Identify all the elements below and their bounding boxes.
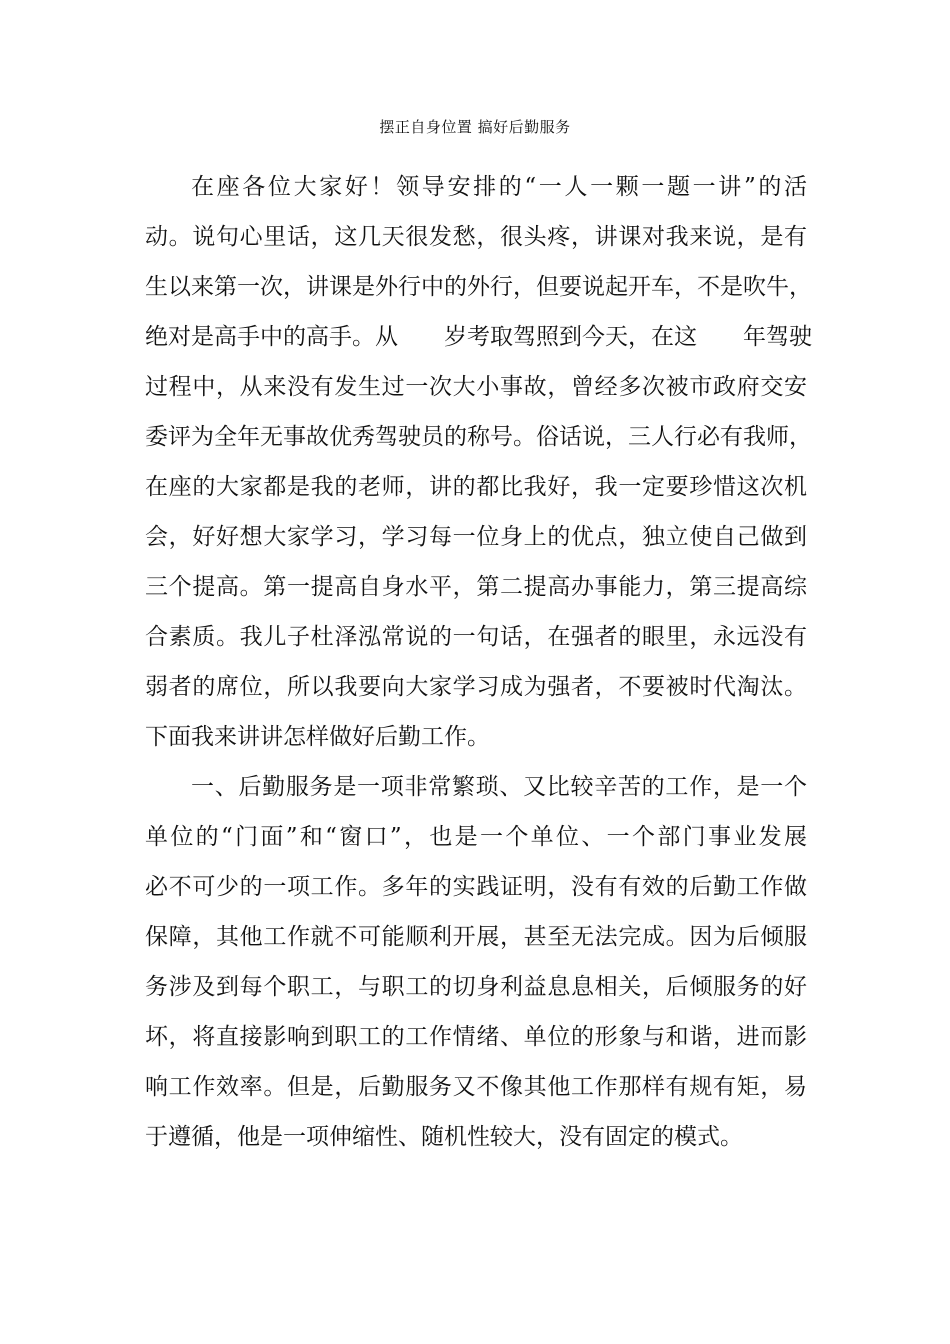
text-line: 生以来第一次，讲课是外行中的外行，但要说起开车，不是吹牛， (145, 274, 812, 300)
paragraph-greeting (145, 168, 812, 768)
text-line: 务涉及到每个职工，与职工的切身利益息息相关，后倾服务的好 (145, 974, 807, 1000)
text-line: 下面我来讲讲怎样做好后勤工作。 (145, 724, 490, 750)
text-line: 在座的大家都是我的老师，讲的都比我好，我一定要珍惜这次机 (145, 474, 807, 500)
text-line: 单位的“门面”和“窗口”，也是一个单位、一个部门事业发展 (145, 824, 807, 850)
text-line: 绝对是高手中的高手。从 岁考取驾照到今天，在这 年驾驶 (145, 324, 812, 350)
text-line: 响工作效率。但是，后勤服务又不像其他工作那样有规有矩，易 (145, 1074, 807, 1100)
text-line: 在座各位大家好！领导安排的“一人一颗一题一讲”的活 (191, 174, 807, 200)
document-body (145, 168, 812, 1168)
text-line: 会，好好想大家学习，学习每一位身上的优点，独立使自己做到 (145, 524, 807, 550)
text-line: 必不可少的一项工作。多年的实践证明，没有有效的后勤工作做 (145, 874, 807, 900)
text-line: 过程中，从来没有发生过一次大小事故，曾经多次被市政府交安 (145, 374, 807, 400)
text-line: 委评为全年无事故优秀驾驶员的称号。俗话说，三人行必有我师， (145, 424, 812, 450)
text-line: 于遵循，他是一项伸缩性、随机性较大，没有固定的模式。 (145, 1124, 743, 1150)
document-title: 摆正自身位置 搞好后勤服务 (379, 118, 571, 136)
text-line: 动。说句心里话，这几天很发愁，很头疼，讲课对我来说，是有 (145, 224, 807, 250)
text-line: 保障，其他工作就不可能顺利开展，甚至无法完成。因为后倾服 (145, 924, 807, 950)
text-line: 合素质。我儿子杜泽泓常说的一句话，在强者的眼里，永远没有 (145, 624, 807, 650)
text-line: 三个提高。第一提高自身水平，第二提高办事能力，第三提高综 (145, 574, 807, 600)
text-line: 坏，将直接影响到职工的工作情绪、单位的形象与和谐，进而影 (145, 1024, 807, 1050)
paragraph-section-one (145, 768, 807, 1168)
text-line: 一、后勤服务是一项非常繁琐、又比较辛苦的工作，是一个 (191, 774, 807, 800)
text-line: 弱者的席位，所以我要向大家学习成为强者，不要被时代淘汰。 (145, 674, 807, 700)
